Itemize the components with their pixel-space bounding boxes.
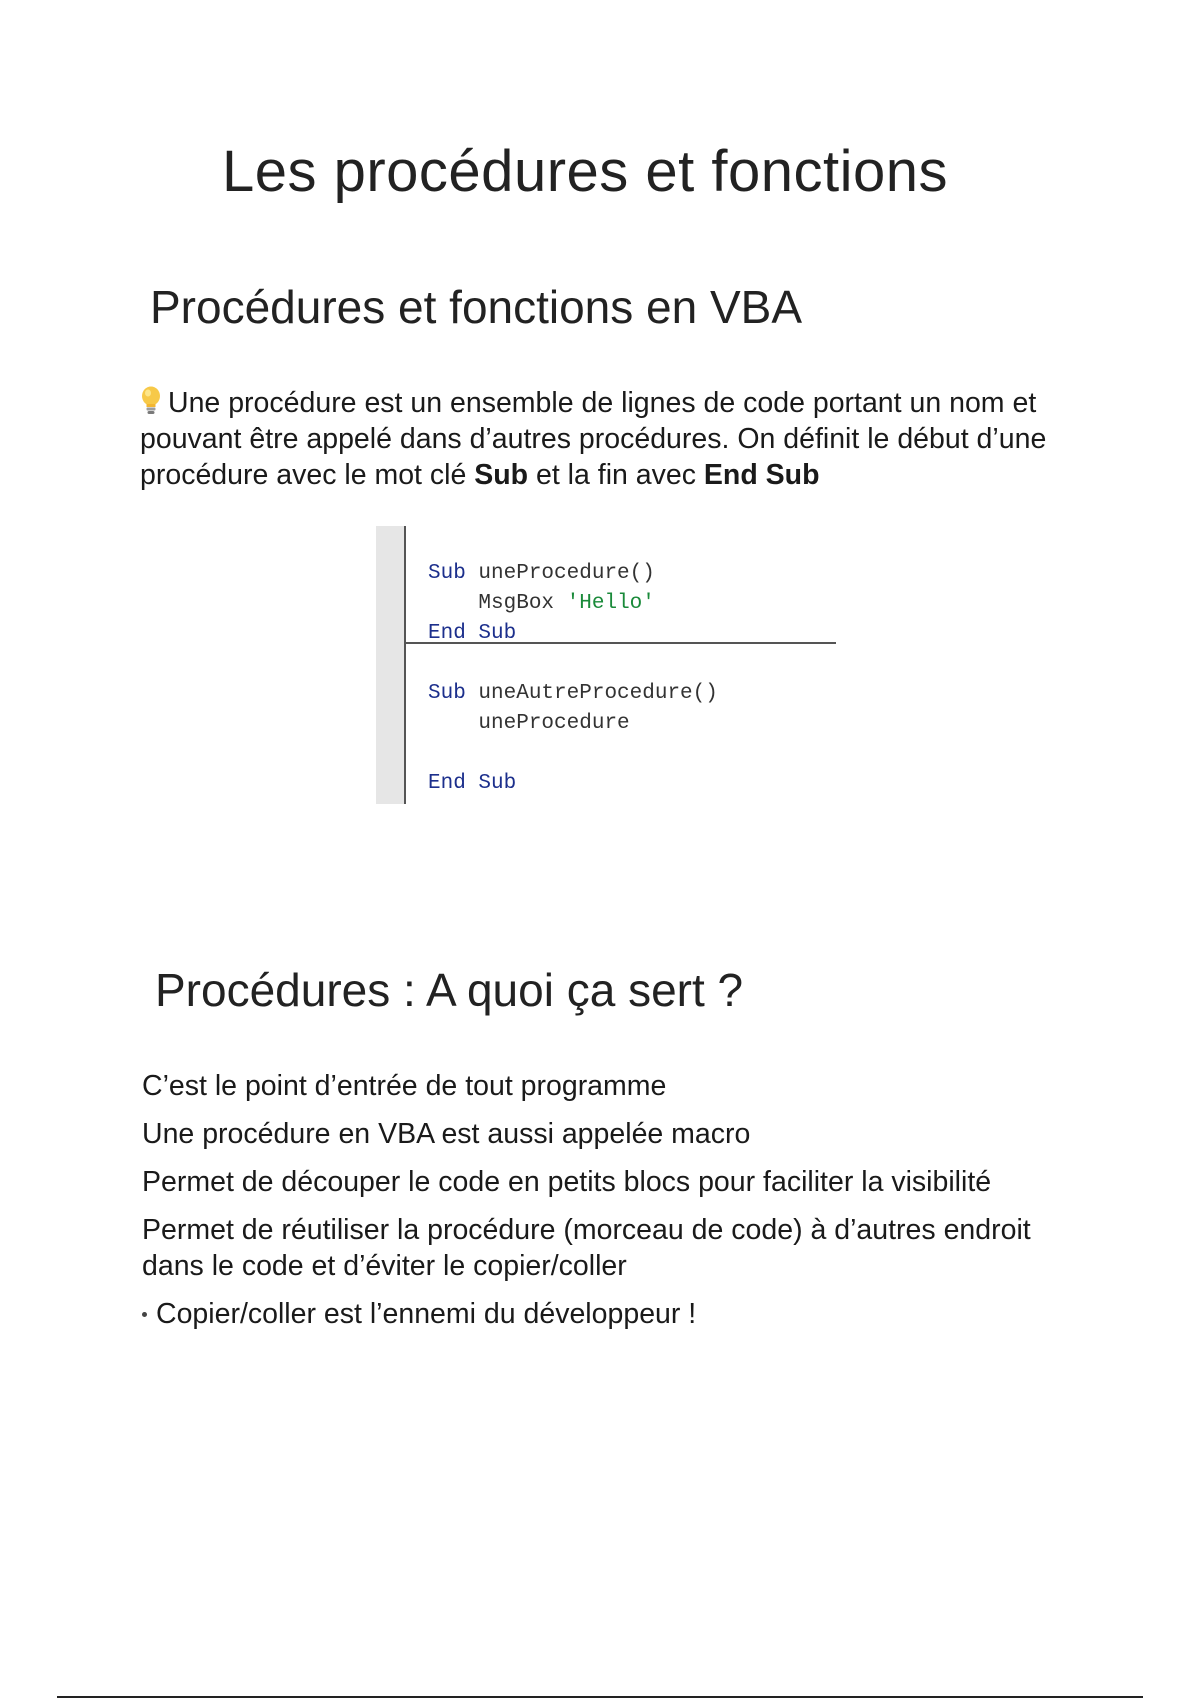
section-title-procedures-vba: Procédures et fonctions en VBA: [150, 281, 803, 333]
bullet-icon: [142, 1312, 147, 1317]
code-snippet: [376, 526, 861, 804]
list-item: Permet de réutiliser la procédure (morceau de code) à d’autres endroit dans le code et d’éviter le copier/coller: [142, 1214, 1031, 1282]
sub-item-text: Copier/coller est l’ennemi du développeur !: [156, 1298, 697, 1330]
page-title: Les procédures et fonctions: [221, 139, 949, 204]
code-keyword: Sub: [428, 682, 466, 705]
footer-rule: [57, 1696, 1143, 1698]
code-line-6: [428, 770, 516, 798]
code-line-4: [428, 680, 718, 708]
intro-text-start: Une procédure est un ensemble de lignes de code portant un nom et pouvant être appelé dans d’autres procédures. On définit le début d’une procédure avec le mot clé: [140, 387, 1047, 491]
list-item: Une procédure en VBA est aussi appelée macro: [142, 1118, 751, 1150]
list-item: Permet de découper le code en petits blocs pour faciliter la visibilité: [142, 1166, 992, 1198]
list-item: C’est le point d’entrée de tout programme: [142, 1070, 667, 1102]
code-keyword: Sub: [478, 622, 517, 645]
list-sub-item: [142, 1296, 1092, 1332]
intro-text-middle: et la fin avec: [528, 459, 704, 491]
code-procedure-name: uneProcedure(): [478, 562, 655, 585]
code-keyword: Sub: [478, 772, 517, 795]
code-line-2: [428, 590, 655, 618]
code-procedure-name: uneAutreProcedure(): [478, 682, 718, 705]
code-keyword: Sub: [428, 562, 466, 585]
code-divider: [406, 642, 836, 644]
code-line-5: [428, 710, 630, 738]
keyword-sub: Sub: [474, 459, 529, 491]
code-call: MsgBox: [478, 592, 555, 615]
intro-paragraph: [140, 385, 1080, 493]
code-line-1: [428, 560, 655, 588]
light-bulb-icon: [140, 386, 162, 416]
code-keyword: End: [428, 772, 466, 795]
code-keyword: End: [428, 622, 466, 645]
code-call: uneProcedure: [478, 712, 630, 735]
section-title-a-quoi-ca-sert: Procédures : A quoi ça sert ?: [155, 964, 744, 1016]
keyword-end-sub: End Sub: [703, 459, 820, 491]
code-string: 'Hello': [566, 592, 655, 615]
code-gutter: [376, 526, 406, 804]
purpose-list: [142, 1068, 1092, 1344]
